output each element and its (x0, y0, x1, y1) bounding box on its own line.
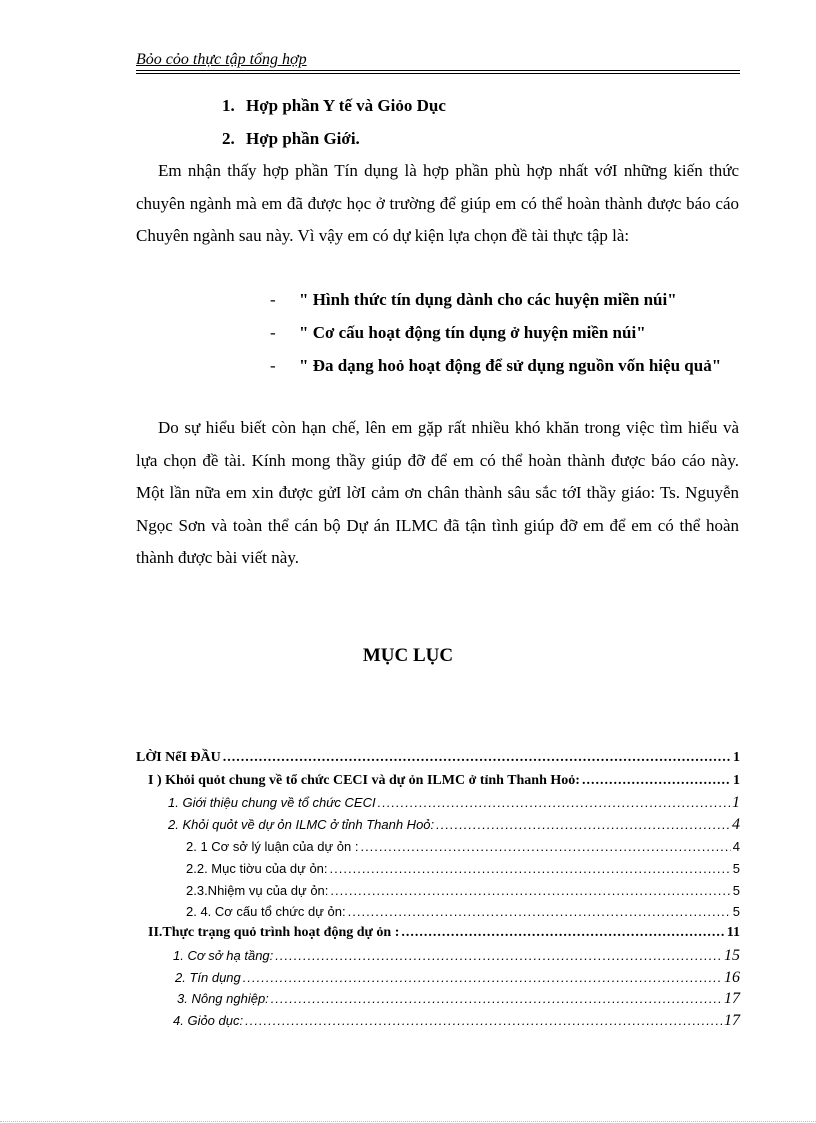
toc-entry[interactable] (175, 969, 740, 987)
toc-page: 15 (724, 947, 740, 964)
bullet-dash: - (270, 323, 276, 342)
toc-page: 1 (732, 794, 740, 811)
page-bottom-edge (0, 1121, 816, 1122)
toc-leader (582, 773, 731, 789)
toc-entry[interactable] (186, 883, 740, 898)
toc-label: 1. Cơ sở hạ tầng: (173, 948, 274, 963)
toc-label: 2. Tín dụng (175, 970, 241, 985)
bullet-dash: - (270, 290, 276, 309)
toc-entry[interactable] (168, 794, 740, 812)
toc-page: 1 (733, 750, 740, 765)
toc-leader (245, 1013, 722, 1028)
header-rule (136, 70, 740, 71)
numbered-item (222, 129, 360, 149)
toc-page: 4 (732, 816, 740, 833)
toc-entry[interactable] (173, 1012, 740, 1030)
topic-text: " Hình thức tín dụng dành cho các huyện miền núi" (299, 290, 677, 309)
toc-page: 16 (724, 969, 740, 986)
toc-page: 1 (733, 773, 740, 788)
topic-item (270, 350, 740, 382)
item-text: Hợp phần Y tế và Giỏo Dục (246, 96, 446, 115)
toc-leader (271, 991, 722, 1006)
toc-page: 11 (726, 925, 740, 940)
toc-leader (378, 795, 730, 810)
page-header (136, 50, 740, 70)
toc-page: 4 (732, 839, 740, 854)
toc-page: 17 (724, 990, 740, 1007)
toc-label: 2.3.Nhiệm vụ của dự ỏn: (186, 883, 329, 898)
toc-label: 2. 4. Cơ cấu tổ chức dự ỏn: (186, 904, 346, 919)
toc-entry[interactable] (186, 861, 740, 876)
toc-leader (330, 883, 730, 898)
paragraph-topic-choice (136, 155, 739, 253)
toc-leader (330, 861, 731, 876)
toc-label: 2. 1 Cơ sở lý luận của dự ỏn : (186, 839, 359, 854)
topic-list (270, 284, 740, 383)
toc-page: 5 (732, 883, 740, 898)
topic-item (270, 284, 740, 316)
toc-label: 2.2. Mục tiờu của dự ỏn: (186, 861, 328, 876)
toc-title: MỤC LỤC (362, 645, 454, 666)
toc-entry[interactable] (177, 990, 740, 1008)
toc-page: 5 (732, 861, 740, 876)
topic-text: " Đa dạng hoỏ hoạt động để sử dụng nguồn vốn hiệu quả" (299, 356, 722, 375)
toc-leader (360, 839, 730, 854)
toc-label: 2. Khỏi quỏt về dự ỏn ILMC ở tỉnh Thanh Hoỏ: (168, 817, 435, 832)
paragraph-acknowledgement (136, 412, 739, 575)
paragraph-text: Em nhận thấy hợp phần Tín dụng là hợp phần phù hợp nhất vớI những kiến thức chuyên ngành mà em đã được học ở trường để giúp em có thể hoàn thành được báo cáo Chuyên ngành sau này. Vì vậy em có dự kiện lựa chọn đề tài thực tập là: (136, 161, 739, 245)
header-title: Bỏo cỏo thực tập tổng hợp (136, 51, 307, 68)
header-rule-double (136, 73, 740, 74)
toc-page: 17 (724, 1012, 740, 1029)
item-text: Hợp phần Giới. (246, 129, 360, 148)
paragraph-text: Do sự hiểu biết còn hạn chế, lên em gặp rất nhiều khó khăn trong việc tìm hiểu và lựa chọn đề tài. Kính mong thầy giúp đỡ để em có thể hoàn thành được báo cáo này. Một lần nữa em xin được gửI lờI cảm ơn chân thành sâu sắc tớI thầy giáo: Ts. Nguyễn Ngọc Sơn và toàn thể cán bộ Dự án ILMC đã tận tình giúp đỡ em để em có thể hoàn thành được bài viết này. (136, 418, 739, 567)
topic-item (270, 317, 740, 349)
toc-label: LỜI NểI ĐẦU (136, 750, 221, 765)
item-number: 2. (222, 129, 235, 148)
toc-leader (348, 904, 731, 919)
numbered-item (222, 96, 446, 116)
toc-label: II.Thực trạng quỏ trình hoạt động dự ỏn : (148, 925, 400, 940)
toc-leader (401, 925, 724, 941)
toc-label: 4. Giỏo dục: (173, 1013, 244, 1028)
item-number: 1. (222, 96, 235, 115)
bullet-dash: - (270, 356, 276, 375)
toc-label: 1. Giới thiệu chung về tổ chức CECI (168, 795, 376, 810)
toc-leader (436, 817, 730, 832)
toc-entry[interactable] (136, 750, 740, 766)
toc-leader (243, 970, 722, 985)
toc-label: I ) Khỏi quỏt chung về tổ chức CECI và dự ỏn ILMC ở tỉnh Thanh Hoỏ: (148, 773, 580, 788)
toc-leader (223, 750, 731, 766)
topic-text: " Cơ cấu hoạt động tín dụng ở huyện miền núi" (299, 323, 646, 342)
toc-entry[interactable] (148, 773, 740, 789)
toc-entry[interactable] (186, 839, 740, 854)
toc-leader (275, 948, 722, 963)
toc-entry[interactable] (168, 816, 740, 834)
toc-entry[interactable] (186, 904, 740, 919)
toc-entry[interactable] (173, 947, 740, 965)
toc-page: 5 (732, 904, 740, 919)
toc-label: 3. Nông nghiệp: (177, 991, 269, 1006)
toc-entry[interactable] (148, 925, 740, 941)
